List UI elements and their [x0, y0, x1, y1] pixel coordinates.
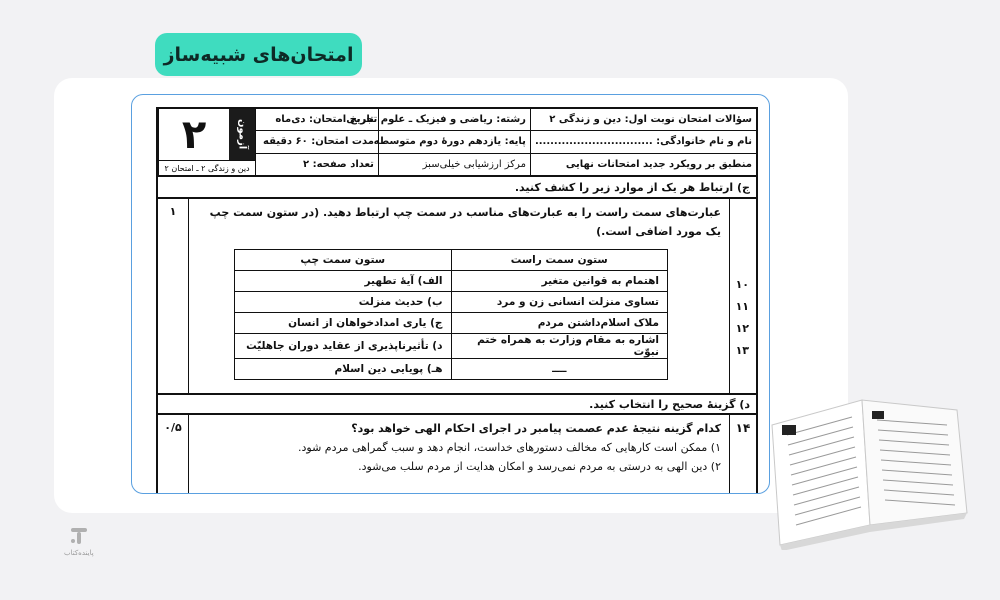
question-score: ۱	[169, 205, 177, 218]
header-grade: پایه: یازدهم دورهٔ دوم متوسطه	[379, 130, 530, 152]
question-text: کدام گزینه نتیجهٔ عدم عصمت پیامبر در اجرای احکام الهی خواهد بود؟	[351, 422, 721, 435]
right-cell: اهتمام به قوانین متغیر	[451, 271, 668, 292]
question-number	[729, 199, 756, 393]
row-number: ۱۱	[735, 300, 749, 313]
left-cell: ج) یاری امدادخواهان از انسان	[235, 313, 452, 334]
left-cell: الف) آیهٔ تطهیر	[235, 271, 452, 292]
brand-logo	[64, 525, 94, 557]
option-1: ۱) ممکن است کارهایی که مخالف دستورهای خداست، انجام دهد و سبب گمراهی مردم شود.	[298, 441, 721, 454]
question-score: ۰/۵	[164, 421, 182, 434]
matching-table	[234, 249, 668, 380]
page-badge	[155, 33, 362, 76]
exam-label: آزمون	[229, 109, 255, 160]
left-cell: ب) حدیث منزلت	[235, 292, 452, 313]
question-14	[156, 415, 758, 494]
brand-logo-icon	[68, 525, 90, 547]
header-duration: مدت امتحان: ۶۰ دقیقه	[256, 130, 378, 152]
header-subject-column	[530, 109, 756, 175]
section-c-title: ج) ارتباط هر یک از موارد زیر را کشف کنید.	[156, 177, 758, 199]
right-cell: اشاره به مقام وزارت به همراه ختم نبوّت	[451, 334, 668, 359]
header-name: نام و نام خانوادگی: ...............................	[531, 130, 756, 152]
exam-subtitle: دین و زندگی ۲ ـ امتحان ۲	[159, 160, 255, 175]
header-center: مرکز ارزشیابی خیلی‌سبز	[379, 153, 530, 175]
exam-number: ۲	[181, 111, 207, 158]
col-header-right: ستون سمت راست	[451, 250, 668, 271]
open-book-image	[752, 395, 982, 550]
question-body	[188, 415, 729, 494]
header-subject: سؤالات امتحان نوبت اول: دین و زندگی ۲	[549, 114, 752, 126]
left-cell: هـ) پویایی دین اسلام	[235, 359, 452, 380]
exam-header	[156, 107, 758, 177]
row-number: ۱۳	[735, 344, 749, 357]
header-approach: منطبق بر رویکرد جدید امتحانات نهایی	[531, 153, 756, 175]
table-row	[235, 334, 668, 359]
exam-paper	[131, 94, 770, 494]
brand-name: پاینده‌کتاب	[64, 549, 94, 557]
col-header-left: ستون سمت چپ	[235, 250, 452, 271]
question-text: عبارت‌های سمت راست را به عبارت‌های مناسب در سمت چپ ارتباط دهید. (در ستون سمت چپ یک مورد اضافی است.)	[209, 206, 721, 238]
table-row	[235, 292, 668, 313]
table-row	[235, 359, 668, 380]
right-cell: تساوی منزلت انسانی زن و مرد	[451, 292, 668, 313]
left-cell: د) تأثیرناپذیری از عقاید دوران جاهلیّت	[235, 334, 452, 359]
question-number: ۱۴	[729, 415, 756, 494]
row-number: ۱۰	[735, 278, 749, 291]
row-number: ۱۲	[735, 322, 749, 335]
header-field-column	[346, 109, 530, 175]
section-d-title: د) گزینهٔ صحیح را انتخاب کنید.	[156, 395, 758, 415]
right-cell: ملاک اسلام‌داشتن مردم	[451, 313, 668, 334]
option-2: ۲) دین الهی به درستی به مردم نمی‌رسد و امکان هدایت از مردم سلب می‌شود.	[358, 460, 721, 473]
header-pages: تعداد صفحه: ۲	[256, 153, 378, 175]
header-field: رشته: ریاضی و فیزیک ـ علوم تجربی	[346, 114, 526, 126]
table-row	[235, 313, 668, 334]
badge-title: امتحان‌های شبیه‌ساز	[163, 43, 354, 66]
table-row	[235, 271, 668, 292]
exam-number-box	[158, 109, 255, 175]
right-cell: ــــ	[451, 359, 668, 380]
header-date: تاریخ امتحان: دی‌ماه	[275, 114, 374, 126]
